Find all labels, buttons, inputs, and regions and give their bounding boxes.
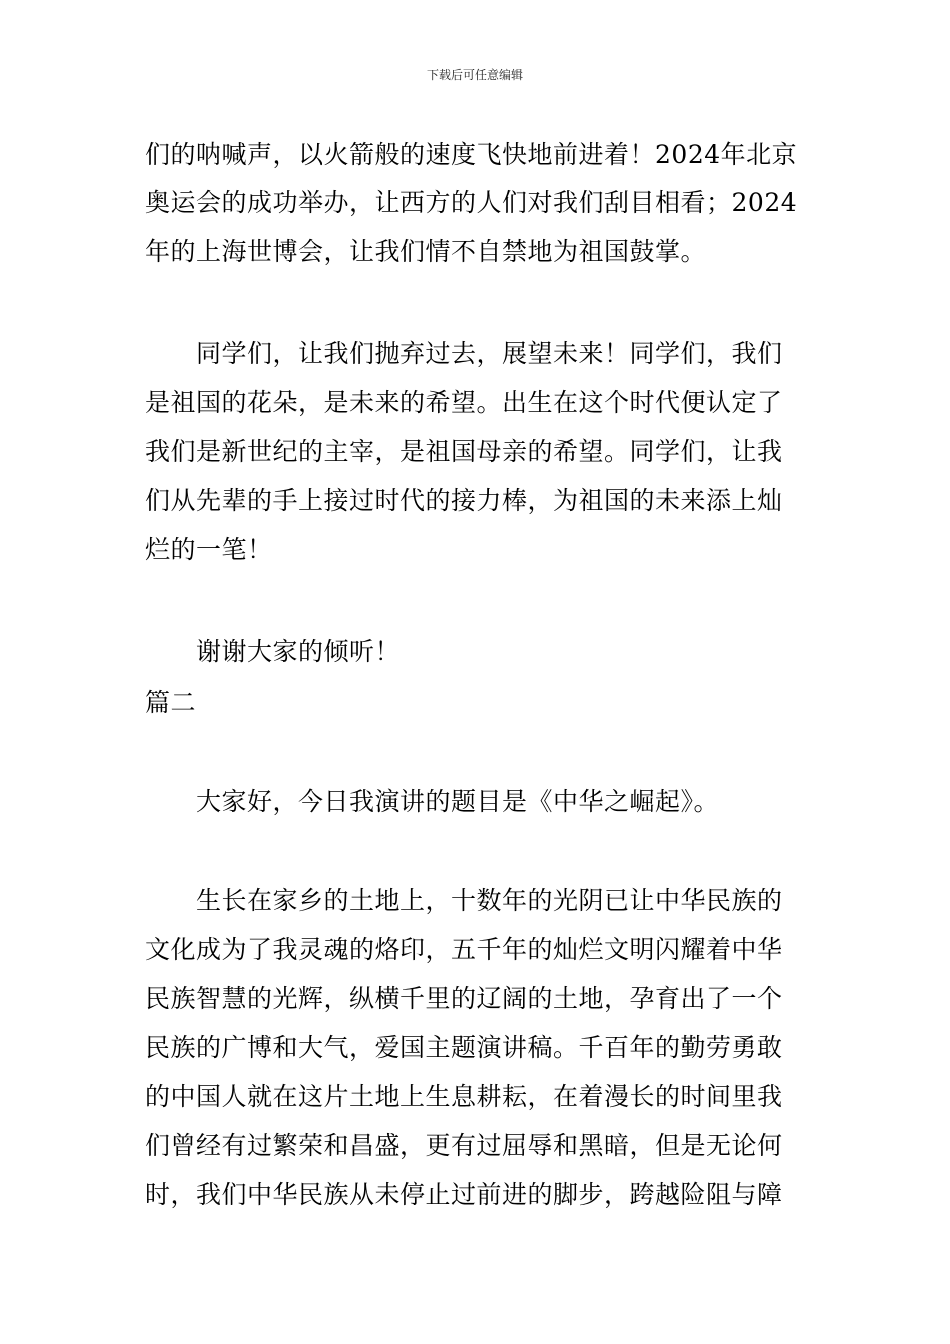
text-line: 奥运会的成功举办，让西方的人们对我们刮目相看；2024 bbox=[145, 188, 798, 217]
text-line: 时，我们中华民族从未停止过前进的脚步，跨越险阻与障 bbox=[145, 1180, 783, 1209]
text-line: 的中国人就在这片土地上生息耕耘，在着漫长的时间里我 bbox=[145, 1082, 783, 1111]
text-line: 大家好，今日我演讲的题目是《中华之崛起》。 bbox=[145, 787, 720, 816]
page-header: 下载后可任意编辑 bbox=[426, 68, 523, 82]
text-line: 我们是新世纪的主宰，是祖国母亲的希望。同学们，让我 bbox=[145, 437, 783, 466]
text-line: 谢谢大家的倾听！ bbox=[145, 637, 401, 666]
text-line: 们曾经有过繁荣和昌盛，更有过屈辱和黑暗，但是无论何 bbox=[145, 1131, 783, 1160]
text-line: 们的呐喊声，以火箭般的速度飞快地前进着！2024年北京 bbox=[145, 140, 798, 169]
text-line: 们从先辈的手上接过时代的接力棒，为祖国的未来添上灿 bbox=[145, 486, 783, 515]
text-line: 文化成为了我灵魂的烙印，五千年的灿烂文明闪耀着中华 bbox=[145, 935, 783, 964]
text-line: 生长在家乡的土地上，十数年的光阴已让中华民族的 bbox=[145, 886, 783, 915]
text-line: 同学们，让我们抛弃过去，展望未来！同学们，我们 bbox=[145, 339, 783, 368]
section-heading: 篇二 bbox=[145, 688, 197, 717]
text-line: 是祖国的花朵，是未来的希望。出生在这个时代便认定了 bbox=[145, 388, 783, 417]
text-line: 民族智慧的光辉，纵横千里的辽阔的土地，孕育出了一个 bbox=[145, 984, 783, 1013]
text-line: 民族的广博和大气，爱国主题演讲稿。千百年的勤劳勇敢 bbox=[145, 1033, 783, 1062]
text-line: 烂的一笔！ bbox=[145, 535, 273, 564]
text-line: 年的上海世博会，让我们情不自禁地为祖国鼓掌。 bbox=[145, 237, 707, 266]
